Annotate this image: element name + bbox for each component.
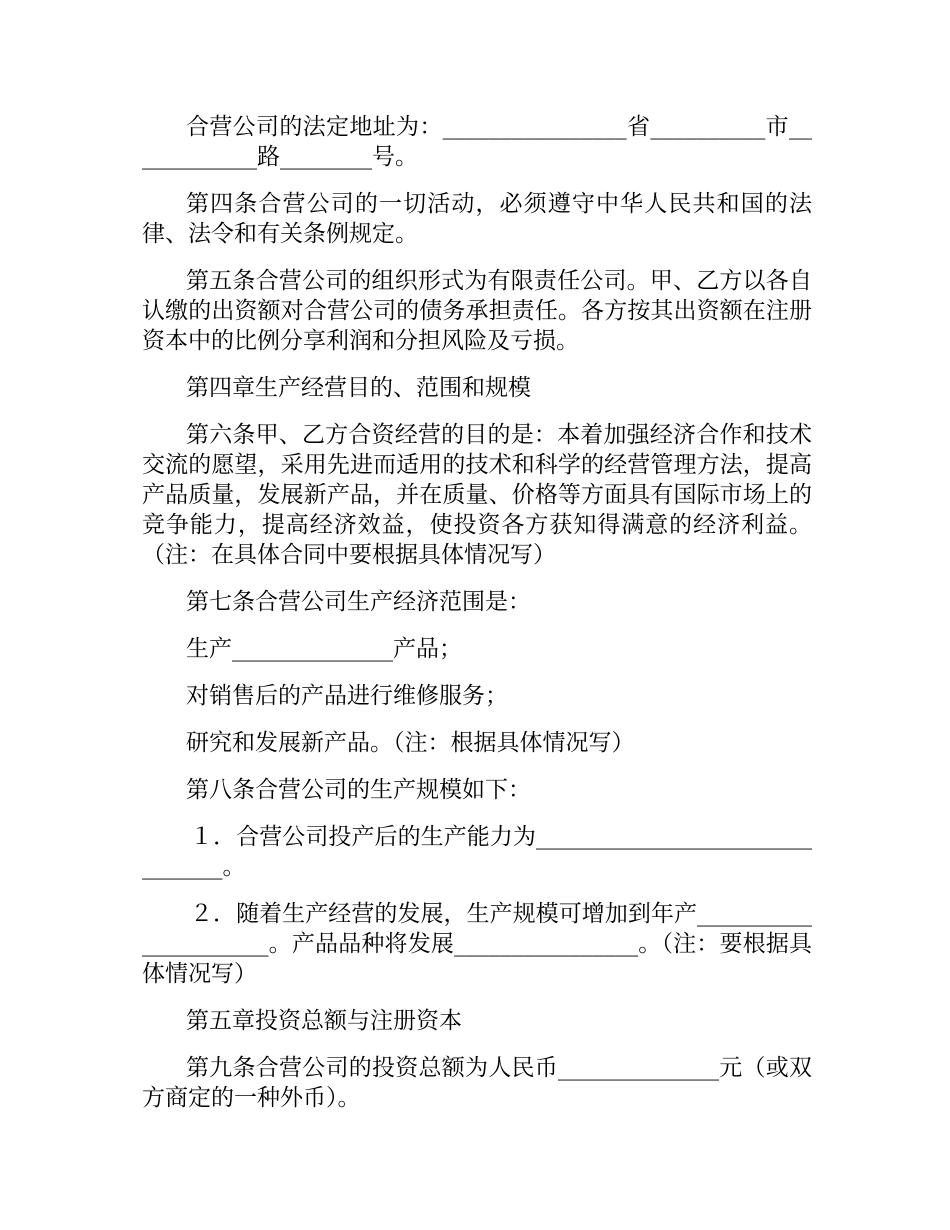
list-item-research: 研究和发展新产品。（注：根据具体情况写）	[186, 730, 635, 756]
paragraph-legal-address: 合营公司的法定地址为：________________省__________市____________路________号。	[142, 114, 812, 170]
chapter-heading-5: 第五章投资总额与注册资本	[186, 1008, 462, 1034]
document-body	[142, 112, 812, 1130]
paragraph-article-8: 第八条合营公司的生产规模如下：	[186, 777, 531, 803]
numbered-item-1: １．合营公司投产后的生产能力为_______________________________。	[142, 824, 812, 880]
paragraph-article-5: 第五条合营公司的组织形式为有限责任公司。甲、乙方以各自认缴的出资额对合营公司的债务承担责任。各方按其出资额在注册资本中的比例分享利润和分担风险及亏损。	[142, 268, 812, 354]
paragraph-article-9: 第九条合营公司的投资总额为人民币______________元（或双方商定的一种外币）。	[142, 1055, 812, 1111]
paragraph-article-6: 第六条甲、乙方合资经营的目的是：本着加强经济合作和技术交流的愿望，采用先进而适用的技术和科学的经营管理方法，提高产品质量，发展新产品，并在质量、价格等方面具有国际市场上的竞争能力，提高经济效益，使投资各方获知得满意的经济利益。（注：在具体合同中要根据具体情况写）	[142, 422, 812, 568]
paragraph-article-4: 第四条合营公司的一切活动，必须遵守中华人民共和国的法律、法令和有关条例规定。	[142, 191, 812, 247]
chapter-heading-4: 第四章生产经营目的、范围和规模	[186, 375, 531, 401]
paragraph-article-7: 第七条合营公司生产经济范围是：	[186, 589, 531, 615]
list-item-production: 生产______________产品；	[186, 636, 462, 662]
numbered-item-2: ２．随着生产经营的发展，生产规模可增加到年产_____________________。产品品种将发展________________。（注：要根据具体情况写）	[142, 901, 812, 987]
list-item-maintenance: 对销售后的产品进行维修服务；	[186, 683, 508, 709]
